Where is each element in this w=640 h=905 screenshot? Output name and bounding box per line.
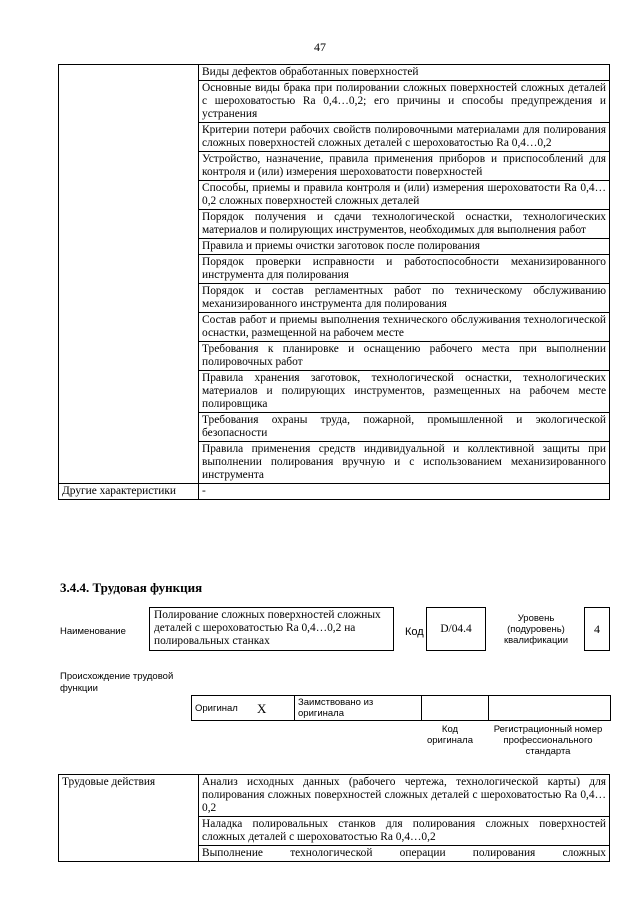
knowledge-item: Состав работ и приемы выполнения технического обслуживания технологической оснастки, размещенной на рабочем месте — [199, 313, 610, 342]
actions-label: Трудовые действия — [59, 775, 199, 862]
reg-caption: Регистрационный номер профессионального стандарта — [493, 724, 603, 757]
knowledge-table — [58, 64, 610, 500]
table-row — [192, 696, 611, 721]
name-label: Наименование — [60, 626, 126, 637]
table-row — [59, 65, 610, 81]
original-code-cell — [422, 696, 489, 721]
knowledge-item: Виды дефектов обработанных поверхностей — [199, 65, 610, 81]
knowledge-item: Правила и приемы очистки заготовок после полирования — [199, 239, 610, 255]
action-item: Наладка полировальных станков для полирования сложных поверхностей сложных деталей с шероховатостью Ra 0,4…0,2 — [199, 817, 610, 846]
table-label-cell — [59, 65, 199, 484]
function-name-box — [149, 607, 394, 651]
knowledge-item: Порядок получения и сдачи технологической оснастки, технологических материалов и полирующих инструментов, необходимых для выполнения работ — [199, 210, 610, 239]
code-value: D/04.4 — [440, 623, 472, 635]
borrowed-label: Заимствовано из оригинала — [295, 696, 422, 721]
function-name-value: Полирование сложных поверхностей сложных деталей с шероховатостью Ra 0,4…0,2 на полировальных станках — [154, 609, 381, 647]
origin-table — [191, 695, 611, 721]
actions-table — [58, 774, 610, 862]
knowledge-item: Критерии потери рабочих свойств полировочными материалами для полирования сложных поверхностей сложных деталей с шероховатостью Ra 0,4…0,2 — [199, 123, 610, 152]
original-mark: X — [254, 696, 295, 721]
knowledge-item: Требования охраны труда, пожарной, промышленной и экологической безопасности — [199, 413, 610, 442]
action-item: Выполнение технологической операции полирования сложных — [199, 846, 610, 862]
table-row — [59, 484, 610, 500]
level-value: 4 — [594, 622, 600, 636]
code-label: Код — [405, 626, 424, 638]
page-number: 47 — [314, 40, 326, 54]
reg-number-cell — [489, 696, 611, 721]
level-label: Уровень (подуровень) квалификации — [503, 613, 569, 646]
other-characteristics-label: Другие характеристики — [59, 484, 199, 500]
knowledge-item: Правила применения средств индивидуальной и коллективной защиты при выполнении полирования вручную и с использованием механизированного инструмента — [199, 442, 610, 484]
knowledge-item: Требования к планировке и оснащению рабочего места при выполнении полировочных работ — [199, 342, 610, 371]
knowledge-item: Порядок и состав регламентных работ по техническому обслуживанию механизированного инструмента для полирования — [199, 284, 610, 313]
level-box — [584, 607, 610, 651]
section-title: 3.4.4. Трудовая функция — [60, 580, 203, 595]
action-item: Анализ исходных данных (рабочего чертежа, технологической карты) для полирования сложных поверхностей сложных деталей с шероховатостью Ra 0,4…0,2 — [199, 775, 610, 817]
origin-label: Происхождение трудовой функции — [60, 671, 174, 694]
knowledge-item: Порядок проверки исправности и работоспособности механизированного инструмента для полирования — [199, 255, 610, 284]
knowledge-item: Правила хранения заготовок, технологической оснастки, технологических материалов и полирующих инструментов, размещенных на рабочем месте полировщика — [199, 371, 610, 413]
knowledge-item: Способы, приемы и правила контроля и (или) измерения шероховатости Ra 0,4…0,2 сложных поверхностей сложных деталей — [199, 181, 610, 210]
knowledge-item: Основные виды брака при полировании сложных поверхностей сложных деталей с шероховатостью Ra 0,4…0,2; его причины и способы предупреждения и устранения — [199, 81, 610, 123]
table-row — [59, 775, 610, 817]
original-label: Оригинал — [192, 696, 255, 721]
code-caption: Код оригинала — [426, 724, 473, 746]
code-box — [426, 607, 486, 651]
other-characteristics-value: - — [199, 484, 610, 500]
knowledge-item: Устройство, назначение, правила применения приборов и приспособлений для контроля и (или) измерения шероховатости поверхностей — [199, 152, 610, 181]
